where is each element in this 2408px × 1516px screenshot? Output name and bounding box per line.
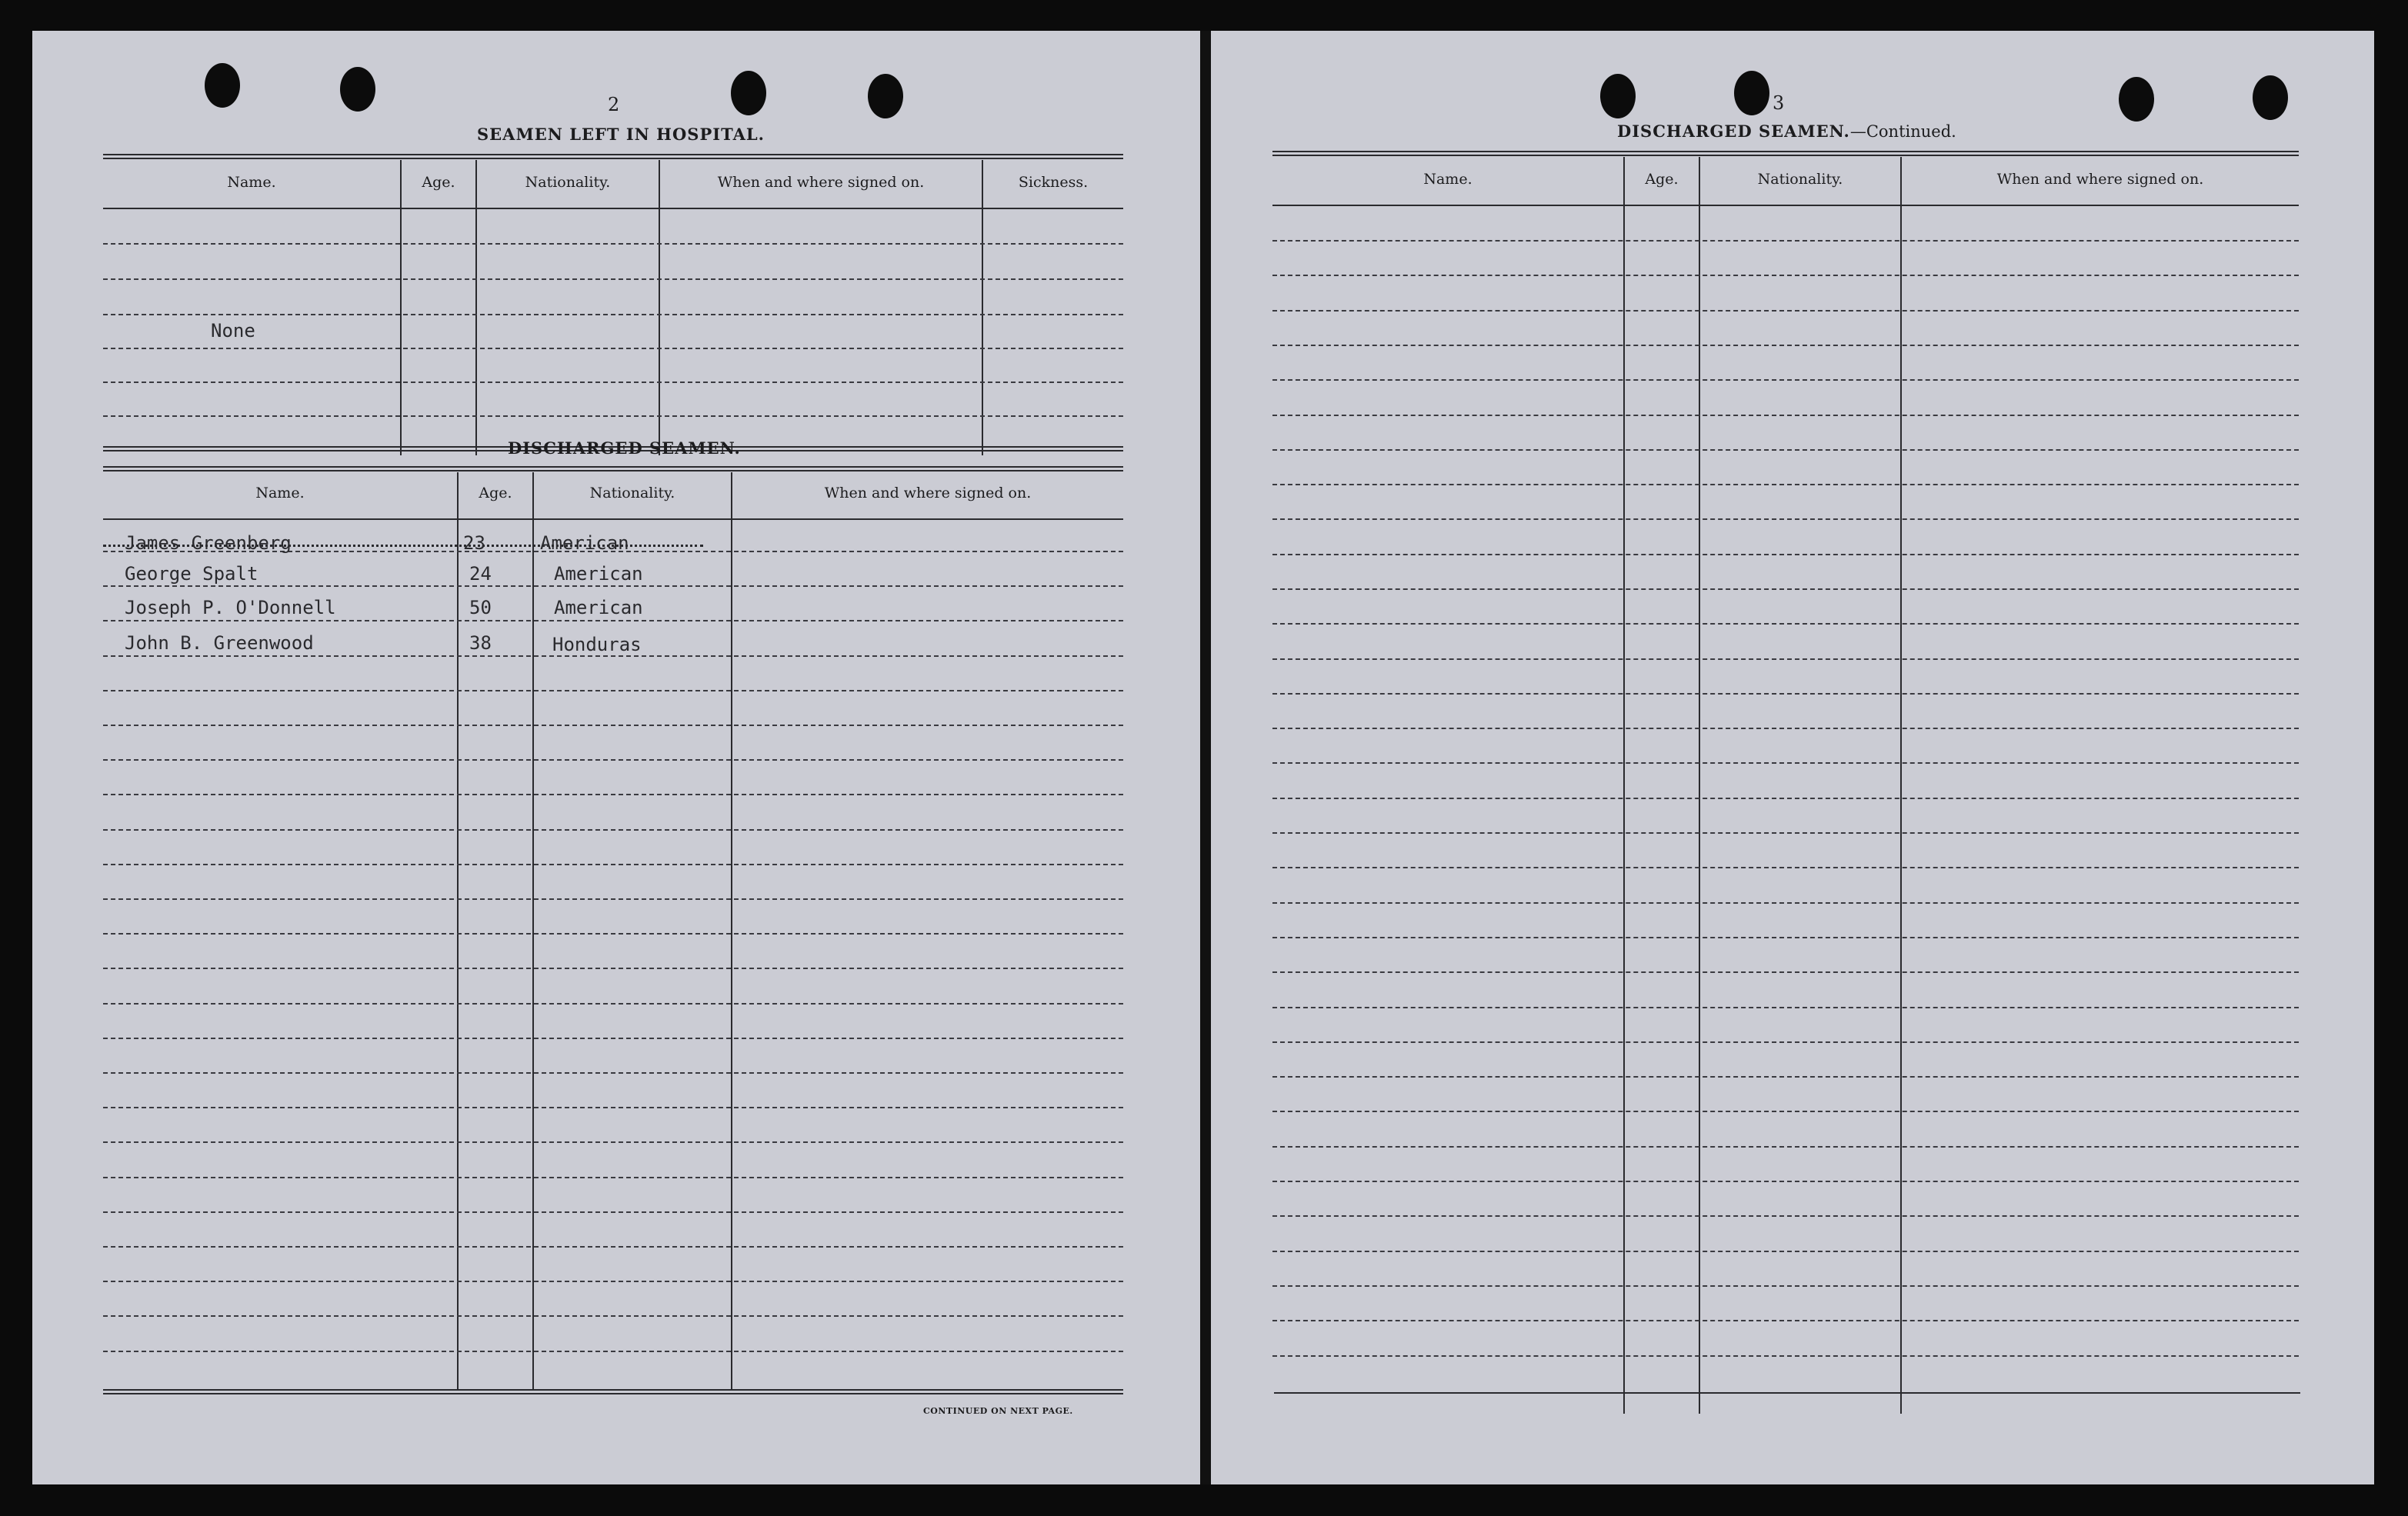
punch-hole bbox=[2253, 75, 2288, 120]
seaman-age-1: 23 bbox=[463, 532, 485, 554]
ruled-line bbox=[103, 759, 1123, 761]
ruled-line bbox=[103, 1177, 1123, 1178]
col-name-header: Name. bbox=[227, 174, 276, 191]
ruled-line bbox=[1272, 902, 2299, 904]
ruled-line bbox=[103, 1003, 1123, 1005]
column-divider bbox=[532, 472, 534, 1389]
hospital-none-entry: None bbox=[211, 320, 255, 342]
table-bottom-rule bbox=[103, 1389, 1123, 1394]
strikeout-mark bbox=[103, 545, 703, 547]
seaman-age-2: 24 bbox=[469, 563, 492, 585]
ruled-line bbox=[1272, 658, 2299, 660]
column-divider bbox=[457, 472, 459, 1389]
punch-hole bbox=[1734, 71, 1769, 115]
ruled-line bbox=[1272, 1007, 2299, 1008]
seaman-nationality-1: American bbox=[540, 532, 629, 554]
ruled-line bbox=[103, 1315, 1123, 1317]
seaman-nationality-4: Honduras bbox=[552, 634, 642, 655]
col-name-header: Name. bbox=[255, 485, 305, 501]
ruled-line bbox=[1272, 345, 2299, 346]
ruled-line bbox=[1272, 1146, 2299, 1148]
ruled-line bbox=[1272, 971, 2299, 973]
ruled-line bbox=[103, 278, 1123, 280]
col-signed-on-header: When and where signed on. bbox=[1996, 171, 2204, 188]
discharged-section-title: DISCHARGED SEAMEN. bbox=[508, 438, 741, 458]
ruled-line bbox=[103, 314, 1123, 315]
ruled-line bbox=[103, 1107, 1123, 1108]
ruled-line bbox=[1272, 1181, 2299, 1182]
ruled-line bbox=[103, 1211, 1123, 1213]
seaman-name-2: George Spalt bbox=[125, 563, 258, 585]
ruled-line bbox=[1272, 1251, 2299, 1252]
ruled-line bbox=[103, 1351, 1123, 1352]
col-sickness-header: Sickness. bbox=[1018, 174, 1089, 191]
header-rule bbox=[103, 208, 1123, 209]
ruled-line bbox=[1272, 1111, 2299, 1112]
punch-hole bbox=[2119, 77, 2154, 122]
header-rule bbox=[1272, 205, 2299, 206]
col-signed-on-header: When and where signed on. bbox=[717, 174, 925, 191]
ruled-line bbox=[1272, 693, 2299, 695]
table-top-rule bbox=[1272, 151, 2299, 156]
ruled-line bbox=[103, 415, 1123, 417]
ruled-line bbox=[1272, 1215, 2299, 1217]
punch-hole bbox=[340, 67, 375, 112]
ruled-line bbox=[1272, 554, 2299, 555]
ruled-line bbox=[103, 725, 1123, 726]
ruled-line bbox=[1272, 867, 2299, 868]
ruled-line bbox=[103, 1246, 1123, 1248]
ruled-line bbox=[1272, 310, 2299, 312]
ruled-line bbox=[1272, 379, 2299, 381]
seaman-name-1: James Greenberg bbox=[125, 532, 292, 554]
ruled-line bbox=[103, 1038, 1123, 1039]
column-divider bbox=[731, 472, 732, 1389]
continued-footer: CONTINUED ON NEXT PAGE. bbox=[923, 1406, 1073, 1416]
seaman-age-3: 50 bbox=[469, 597, 492, 618]
seaman-age-4: 38 bbox=[469, 632, 492, 654]
ruled-line bbox=[103, 794, 1123, 795]
ruled-line bbox=[1272, 937, 2299, 938]
col-age-header: Age. bbox=[479, 485, 512, 501]
ruled-line bbox=[103, 898, 1123, 900]
ruled-line bbox=[1272, 240, 2299, 242]
ruled-line bbox=[1272, 762, 2299, 764]
ruled-line bbox=[103, 933, 1123, 935]
ruled-line bbox=[103, 1141, 1123, 1143]
page-number: 3 bbox=[1773, 92, 1785, 114]
seaman-name-3: Joseph P. O'Donnell bbox=[125, 597, 336, 618]
ruled-line bbox=[1272, 832, 2299, 834]
ruled-line bbox=[1272, 518, 2299, 520]
ruled-line bbox=[103, 690, 1123, 691]
punch-hole bbox=[205, 63, 240, 108]
ruled-line bbox=[1272, 588, 2299, 590]
ruled-line bbox=[103, 829, 1123, 831]
ruled-line bbox=[103, 968, 1123, 969]
left-page bbox=[32, 31, 1200, 1484]
column-divider bbox=[475, 160, 477, 455]
page-number: 2 bbox=[608, 94, 620, 115]
ruled-line bbox=[1272, 1041, 2299, 1043]
table-top-rule bbox=[103, 154, 1123, 159]
ruled-line bbox=[103, 348, 1123, 349]
ruled-line bbox=[103, 864, 1123, 865]
punch-hole bbox=[868, 74, 903, 118]
punch-hole bbox=[731, 71, 766, 115]
ruled-line bbox=[103, 381, 1123, 383]
ruled-line bbox=[1272, 1285, 2299, 1287]
seaman-name-4: John B. Greenwood bbox=[125, 632, 314, 654]
col-name-header: Name. bbox=[1423, 171, 1472, 188]
hospital-section-title: SEAMEN LEFT IN HOSPITAL. bbox=[477, 125, 765, 144]
ruled-line bbox=[1272, 275, 2299, 276]
ruled-line bbox=[103, 655, 1123, 657]
col-signed-on-header: When and where signed on. bbox=[824, 485, 1032, 501]
ruled-line bbox=[103, 1072, 1123, 1074]
right-page bbox=[1211, 31, 2374, 1484]
ruled-line bbox=[103, 243, 1123, 245]
col-age-header: Age. bbox=[1645, 171, 1679, 188]
column-divider bbox=[659, 160, 660, 455]
discharged-continued-title: DISCHARGED SEAMEN.—Continued. bbox=[1617, 122, 1956, 141]
ruled-line bbox=[1272, 484, 2299, 485]
ruled-line bbox=[1272, 623, 2299, 625]
col-nationality-header: Nationality. bbox=[525, 174, 611, 191]
ruled-line bbox=[1272, 728, 2299, 729]
column-divider bbox=[400, 160, 402, 455]
ruled-line bbox=[103, 620, 1123, 621]
col-age-header: Age. bbox=[422, 174, 455, 191]
table-top-rule bbox=[103, 466, 1123, 471]
header-rule bbox=[103, 518, 1123, 520]
ruled-line bbox=[1272, 415, 2299, 416]
ruled-line bbox=[1272, 1355, 2299, 1357]
ruled-line bbox=[1272, 449, 2299, 451]
punch-hole bbox=[1600, 74, 1636, 118]
book-gutter bbox=[1200, 31, 1211, 1484]
seaman-nationality-2: American bbox=[554, 563, 643, 585]
ruled-line bbox=[1272, 1076, 2299, 1078]
seaman-nationality-3: American bbox=[554, 597, 643, 618]
ruled-line bbox=[103, 1281, 1123, 1282]
ruled-line bbox=[1272, 1320, 2299, 1321]
table-bottom-rule bbox=[1274, 1392, 2300, 1394]
column-divider bbox=[982, 160, 983, 455]
col-nationality-header: Nationality. bbox=[589, 485, 675, 501]
ruled-line bbox=[1272, 798, 2299, 799]
col-nationality-header: Nationality. bbox=[1757, 171, 1843, 188]
ruled-line bbox=[103, 585, 1123, 587]
